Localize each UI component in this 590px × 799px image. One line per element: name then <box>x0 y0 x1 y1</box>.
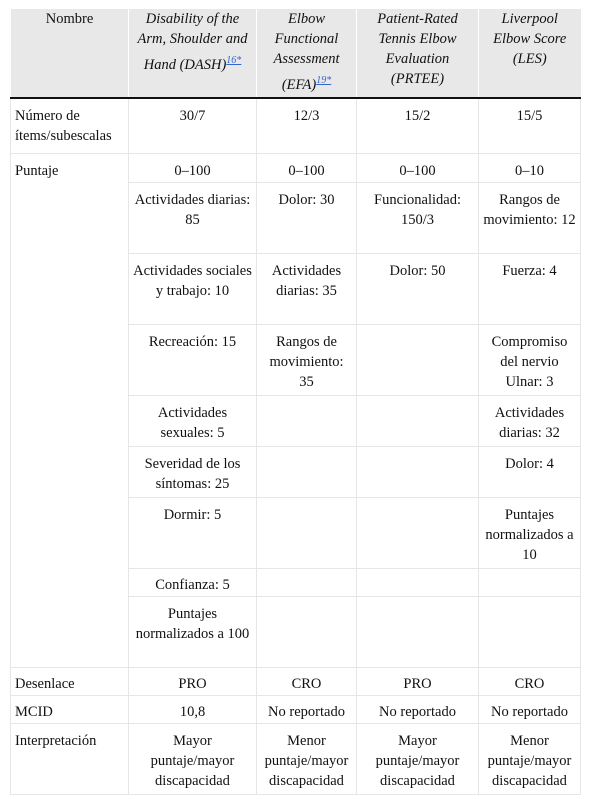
table-row <box>11 667 581 695</box>
cell: Puntajes normalizados a 100 <box>129 596 257 667</box>
cell: Rangos de movimiento: 35 <box>257 324 357 395</box>
dash-reference-link[interactable]: 16* <box>226 55 242 66</box>
table-row <box>11 723 581 794</box>
empty-cell <box>357 497 479 568</box>
empty-cell <box>479 596 581 667</box>
row-label-interpretation: Interpretación <box>11 723 129 794</box>
empty-cell <box>257 395 357 446</box>
header-les-label: Liverpool Elbow Score (LES) <box>493 11 567 67</box>
elbow-scores-table <box>10 9 581 795</box>
cell: CRO <box>479 667 581 695</box>
comparison-table-container <box>10 9 580 795</box>
table-row <box>11 153 581 182</box>
cell: 15/5 <box>479 98 581 154</box>
table-row <box>11 695 581 723</box>
cell: Actividades diarias: 35 <box>257 253 357 324</box>
cell: Dolor: 4 <box>479 446 581 497</box>
cell: Rangos de movimiento: 12 <box>479 182 581 253</box>
cell: Funcionalidad: 150/3 <box>357 182 479 253</box>
cell: Recreación: 15 <box>129 324 257 395</box>
empty-cell <box>257 568 357 596</box>
empty-cell <box>257 446 357 497</box>
cell: Severidad de los síntomas: 25 <box>129 446 257 497</box>
cell: Actividades diarias: 85 <box>129 182 257 253</box>
cell: PRO <box>357 667 479 695</box>
header-prtee <box>357 9 479 98</box>
cell: Actividades sociales y trabajo: 10 <box>129 253 257 324</box>
row-label-mcid: MCID <box>11 695 129 723</box>
cell: Menor puntaje/mayor discapacidad <box>257 723 357 794</box>
cell: 0–100 <box>357 153 479 182</box>
cell: No reportado <box>357 695 479 723</box>
row-label-score: Puntaje <box>11 153 129 667</box>
cell: 12/3 <box>257 98 357 154</box>
table-row <box>11 98 581 154</box>
cell: PRO <box>129 667 257 695</box>
empty-cell <box>479 568 581 596</box>
efa-reference-link[interactable]: 19* <box>316 75 332 86</box>
table-header <box>11 9 581 98</box>
cell: No reportado <box>479 695 581 723</box>
cell: Dolor: 30 <box>257 182 357 253</box>
cell: 30/7 <box>129 98 257 154</box>
cell: Dormir: 5 <box>129 497 257 568</box>
cell: No reportado <box>257 695 357 723</box>
header-nombre <box>11 9 129 98</box>
header-efa <box>257 9 357 98</box>
cell: 0–10 <box>479 153 581 182</box>
cell: Menor puntaje/mayor discapacidad <box>479 723 581 794</box>
cell: Actividades sexuales: 5 <box>129 395 257 446</box>
table-body <box>11 98 581 795</box>
cell: 15/2 <box>357 98 479 154</box>
cell: 10,8 <box>129 695 257 723</box>
cell: Dolor: 50 <box>357 253 479 324</box>
cell: Fuerza: 4 <box>479 253 581 324</box>
empty-cell <box>257 596 357 667</box>
header-dash <box>129 9 257 98</box>
empty-cell <box>357 395 479 446</box>
row-label-items: Número de ítems/subescalas <box>11 98 129 154</box>
empty-cell <box>357 568 479 596</box>
empty-cell <box>357 446 479 497</box>
header-nombre-label: Nombre <box>45 11 94 27</box>
header-les <box>479 9 581 98</box>
row-label-outcome: Desenlace <box>11 667 129 695</box>
cell: Confianza: 5 <box>129 568 257 596</box>
cell: 0–100 <box>257 153 357 182</box>
header-dash-label: Disability of the Arm, Shoulder and Hand (DASH) <box>137 11 248 73</box>
cell: Mayor puntaje/mayor discapacidad <box>129 723 257 794</box>
empty-cell <box>357 596 479 667</box>
cell: 0–100 <box>129 153 257 182</box>
header-efa-label: Elbow Functional Assessment (EFA) <box>273 11 340 93</box>
cell: CRO <box>257 667 357 695</box>
cell: Mayor puntaje/mayor discapacidad <box>357 723 479 794</box>
cell: Compromiso del nervio Ulnar: 3 <box>479 324 581 395</box>
cell: Puntajes normalizados a 10 <box>479 497 581 568</box>
cell: Actividades diarias: 32 <box>479 395 581 446</box>
header-prtee-label: Patient-Rated Tennis Elbow Evaluation (PRTEE) <box>377 11 458 87</box>
empty-cell <box>257 497 357 568</box>
empty-cell <box>357 324 479 395</box>
